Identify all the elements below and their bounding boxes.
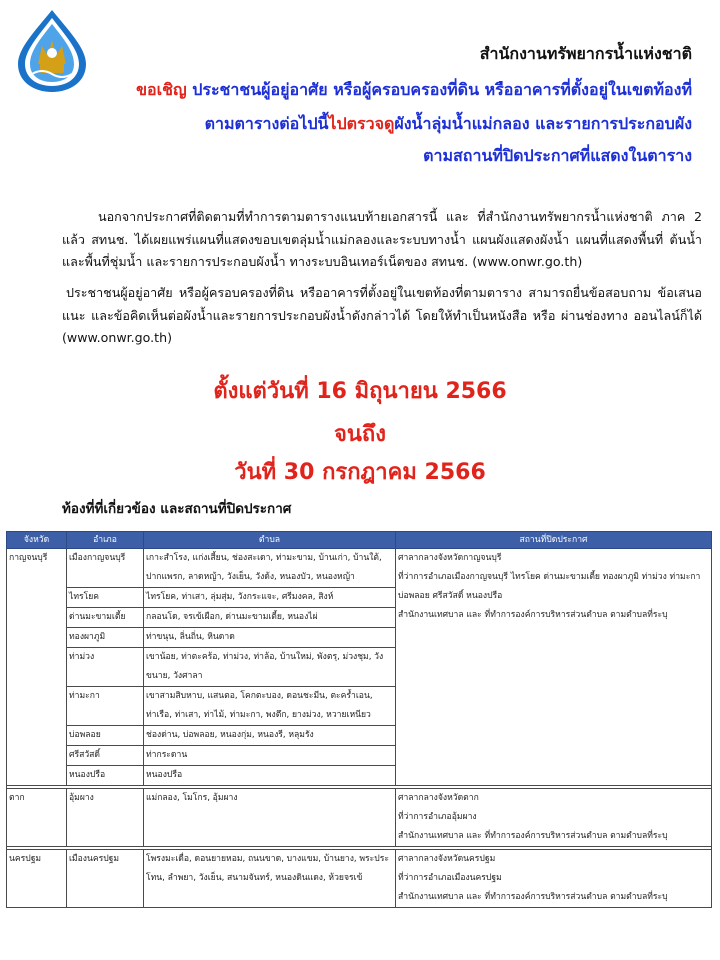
district-cell: บ่อพลอย xyxy=(67,726,144,746)
posting-line: ที่ว่าการอำเภออุ้มผาง xyxy=(398,812,477,822)
section-title: ท้องที่ที่เกี่ยวข้อง และสถานที่ปิดประกาศ xyxy=(62,501,292,517)
district-cell: ทองผาภูมิ xyxy=(67,628,144,648)
invitation-line-2 xyxy=(205,112,692,137)
posting-line: สำนักงานเทศบาล และ ที่ทำการองค์การบริหารส่วนตำบล ตามตำบลที่ระบุ xyxy=(398,831,668,841)
province-cell: ตาก xyxy=(7,789,67,847)
posting-cell xyxy=(396,850,712,908)
header-subdistrict: ตำบล xyxy=(144,532,396,549)
district-cell: ไทรโยค xyxy=(67,588,144,608)
subdistrict-cell: ท่าขนุน, ลิ่นถิ่น, หินดาด xyxy=(144,628,396,648)
body-paragraph-2: ประชาชนผู้อยู่อาศัย หรือผู้ครอบครองที่ดิน หรืออาคารที่ตั้งอยู่ในเขตท้องที่ตามตาราง สามารถยื่นข้อสอบถาม ข้อเสนอแนะ และข้อคิดเห็นต่อผังน้ำและรายการประกอบผังน้ำดังกล่าวได้ โดยให้ทำเป็นหนังสือ หรือ ผ่านช่องทาง ออนไลน์ก็ได้ (www.onwr.go.th) xyxy=(62,285,702,345)
posting-line: ที่ว่าการอำเภอเมืองกาญจนบุรี ไทรโยค ด่านมะขามเตี้ย ทองผาภูมิ ท่าม่วง ท่ามะกา บ่อพลอย ศรีสวัสดิ์ หนองปรือ xyxy=(398,572,701,601)
date-to: วันที่ 30 กรกฎาคม 2566 xyxy=(234,460,486,485)
posting-line: ศาลากลางจังหวัดตาก xyxy=(398,793,479,803)
table-row xyxy=(7,850,712,908)
subdistrict-cell: ไทรโยค, ท่าเสา, ลุ่มสุ่ม, วังกระแจะ, ศรีมงคล, สิงห์ xyxy=(144,588,396,608)
body-paragraph-1: นอกจากประกาศที่ติดตามที่ทำการตามตารางแนบท้ายเอกสารนี้ และ ที่สำนักงานทรัพยากรน้ำแห่งชาติ ภาค 2 แล้ว สทนช. ได้เผยแพร่แผนที่แสดงขอบเขตลุ่มน้ำแม่กลองและระบบทางน้ำ แผนผังแสดงผังน้ำ แผนที่แสดงพื้นที่ ต้นน้ำและพื้นที่ชุ่มน้ำ และรายการประกอบผังน้ำ ทางระบบอินเทอร์เน็ตของ สทนช. (www.onwr.go.th) xyxy=(62,209,702,269)
table-row xyxy=(7,789,712,847)
invite-prefix: ขอเชิญ xyxy=(136,80,187,99)
district-cell: ท่าม่วง xyxy=(67,648,144,687)
header-district: อำเภอ xyxy=(67,532,144,549)
district-cell: หนองปรือ xyxy=(67,766,144,786)
district-cell: ท่ามะกา xyxy=(67,687,144,726)
subdistrict-cell: เกาะสำโรง, แก่งเสี้ยน, ช่องสะเดา, ท่ามะขาม, บ้านเก่า, บ้านใต้, ปากแพรก, ลาดหญ้า, วังเย็น, วังด้ง, หนองบัว, หนองหญ้า xyxy=(144,549,396,588)
subdistrict-cell: แม่กลอง, โมโกร, อุ้มผาง xyxy=(144,789,396,847)
posting-line: ศาลากลางจังหวัดนครปฐม xyxy=(398,854,496,864)
locations-table xyxy=(6,531,712,908)
subdistrict-cell: เขาสามสิบหาบ, แสนตอ, โคกตะบอง, ดอนชะมีน, ตะคร้ำเอน, ท่าเรือ, ท่าเสา, ท่าไม้, ท่ามะกา, พงตึก, ยางม่วง, หวายเหนียว xyxy=(144,687,396,726)
subdistrict-cell: หนองปรือ xyxy=(144,766,396,786)
invite-line-2-b: ไปตรวจดู xyxy=(328,114,395,133)
posting-cell xyxy=(396,549,712,786)
header-province: จังหวัด xyxy=(7,532,67,549)
agency-name: สำนักงานทรัพยากรน้ำแห่งชาติ xyxy=(479,44,692,63)
district-cell: ศรีสวัสดิ์ xyxy=(67,746,144,766)
date-from: ตั้งแต่วันที่ 16 มิถุนายน 2566 xyxy=(213,379,507,404)
district-cell: เมืองนครปฐม xyxy=(67,850,144,908)
table-row xyxy=(7,549,712,588)
invitation-line-1 xyxy=(136,78,692,103)
province-cell: นครปฐม xyxy=(7,850,67,908)
invite-line-2-a: ตามตารางต่อไปนี้ xyxy=(204,114,329,133)
date-until: จนถึง xyxy=(334,422,386,447)
subdistrict-cell: กลอนโด, จรเข้เผือก, ด่านมะขามเตี้ย, หนองไผ่ xyxy=(144,608,396,628)
invitation-line-3: ตามสถานที่ปิดประกาศที่แสดงในตาราง xyxy=(423,146,692,165)
posting-line: สำนักงานเทศบาล และ ที่ทำการองค์การบริหารส่วนตำบล ตามตำบลที่ระบุ xyxy=(398,610,668,620)
posting-cell xyxy=(396,789,712,847)
subdistrict-cell: ช่องด่าน, บ่อพลอย, หนองกุ่ม, หนองรี, หลุมรัง xyxy=(144,726,396,746)
header-posting-place: สถานที่ปิดประกาศ xyxy=(396,532,712,549)
subdistrict-cell: ท่ากระดาน xyxy=(144,746,396,766)
posting-line: สำนักงานเทศบาล และ ที่ทำการองค์การบริหารส่วนตำบล ตามตำบลที่ระบุ xyxy=(398,892,668,902)
table-header-row xyxy=(7,532,712,549)
onwr-logo xyxy=(8,6,96,94)
posting-line: ศาลากลางจังหวัดกาญจนบุรี xyxy=(398,553,502,563)
invite-line-2-c: ผังน้ำลุ่มน้ำแม่กลอง และรายการประกอบผัง xyxy=(394,114,692,133)
subdistrict-cell: เขาน้อย, ท่าตะคร้อ, ท่าม่วง, ท่าล้อ, บ้านใหม่, พังตรุ, ม่วงชุม, วังขนาย, วังศาลา xyxy=(144,648,396,687)
province-cell: กาญจนบุรี xyxy=(7,549,67,786)
district-cell: เมืองกาญจนบุรี xyxy=(67,549,144,588)
district-cell: ด่านมะขามเตี้ย xyxy=(67,608,144,628)
invite-line-1-text: ประชาชนผู้อยู่อาศัย หรือผู้ครอบครองที่ดิน หรืออาคารที่ตั้งอยู่ในเขตท้องที่ xyxy=(192,80,692,99)
posting-line: ที่ว่าการอำเภอเมืองนครปฐม xyxy=(398,873,502,883)
district-cell: อุ้มผาง xyxy=(67,789,144,847)
subdistrict-cell: โพรงมะเดื่อ, ดอนยายหอม, ถนนขาด, บางแขม, บ้านยาง, พระประโทน, ลำพยา, วังเย็น, สนามจันทร์, หนองดินแดง, ห้วยจรเข้ xyxy=(144,850,396,908)
